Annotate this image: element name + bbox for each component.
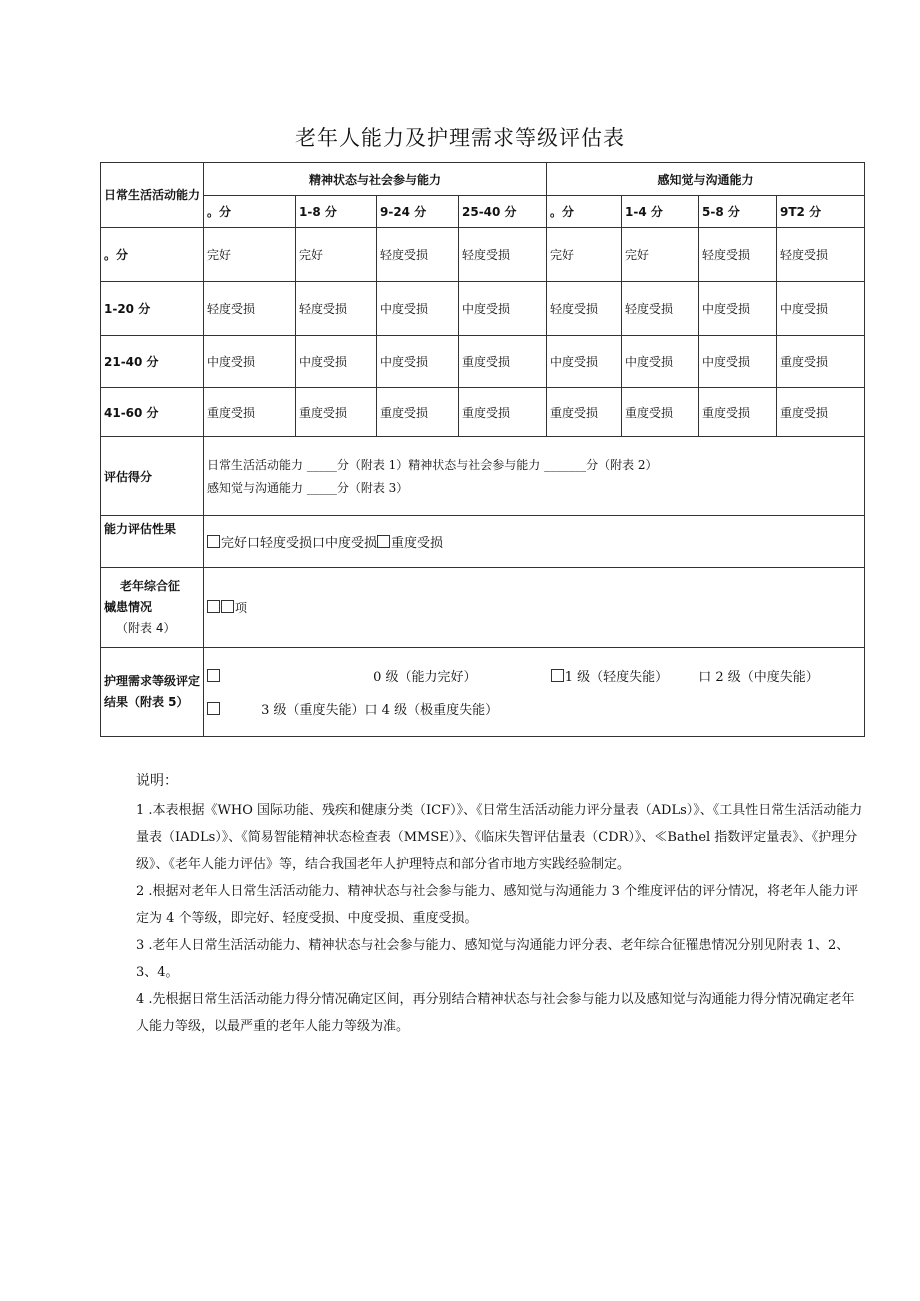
syndrome-row xyxy=(101,568,865,648)
table-cell: 重度受损 xyxy=(777,336,865,388)
table-cell: 重度受损 xyxy=(459,388,547,437)
table-cell: 轻度受损 xyxy=(459,228,547,282)
score-line-2: 感知觉与沟通能力 _____分（附表 3） xyxy=(207,481,409,495)
table-cell: 中度受损 xyxy=(547,336,622,388)
checkbox[interactable] xyxy=(207,702,220,715)
sensory-range: 5-8 分 xyxy=(699,196,777,228)
note-item: 2 .根据对老年人日常生活活动能力、精神状态与社会参与能力、感知觉与沟通能力 3 个维度评估的评分情况，将老年人能力评定为 4 个等级，即完好、轻度受损、中度受损、重度受损。 xyxy=(136,884,859,926)
table-cell: 重度受损 xyxy=(459,336,547,388)
note-item: 3 .老年人日常生活活动能力、精神状态与社会参与能力、感知觉与沟通能力评分表、老年综合征罹患情况分别见附表 1、2、3、4。 xyxy=(136,938,850,980)
table-cell: 轻度受损 xyxy=(622,282,699,336)
notes-section xyxy=(136,768,864,1040)
mental-range: 9-24 分 xyxy=(377,196,459,228)
table-cell: 轻度受损 xyxy=(377,228,459,282)
checkbox[interactable] xyxy=(207,669,220,682)
table-cell: 轻度受损 xyxy=(777,228,865,282)
checkbox[interactable] xyxy=(221,600,234,613)
table-cell: 重度受损 xyxy=(377,388,459,437)
row-label: 21-40 分 xyxy=(101,336,204,388)
table-cell: 重度受损 xyxy=(547,388,622,437)
checkbox[interactable] xyxy=(551,669,564,682)
table-cell: 轻度受损 xyxy=(204,282,296,336)
table-cell: 完好 xyxy=(547,228,622,282)
table-cell: 完好 xyxy=(622,228,699,282)
notes-heading: 说明： xyxy=(136,773,178,789)
table-cell: 中度受损 xyxy=(377,282,459,336)
table-cell: 中度受损 xyxy=(699,282,777,336)
sensory-range: 。分 xyxy=(547,196,622,228)
table-cell: 中度受损 xyxy=(296,336,377,388)
row-label: 41-60 分 xyxy=(101,388,204,437)
adl-header: 日常生活活动能力 xyxy=(101,163,204,228)
table-row xyxy=(101,388,865,437)
score-line-1: 日常生活活动能力 _____分（附表 1）精神状态与社会参与能力 _______分（附表 2） xyxy=(207,458,658,472)
table-cell: 重度受损 xyxy=(699,388,777,437)
table-row xyxy=(101,228,865,282)
table-cell: 中度受损 xyxy=(777,282,865,336)
care-options: 0 级（能力完好） 1 级（轻度失能） 口 2 级（中度失能） 3 级（重度失能）口 4 级（极重度失能） xyxy=(204,648,865,737)
row-label: 。分 xyxy=(101,228,204,282)
score-content xyxy=(204,437,865,516)
assessment-table xyxy=(100,162,865,737)
table-cell: 中度受损 xyxy=(699,336,777,388)
mental-range: 25-40 分 xyxy=(459,196,547,228)
sensory-group-header: 感知觉与沟通能力 xyxy=(547,163,865,196)
table-cell: 中度受损 xyxy=(622,336,699,388)
table-cell: 轻度受损 xyxy=(296,282,377,336)
score-row xyxy=(101,437,865,516)
result-options: 完好口轻度受损口中度受损 重度受损 xyxy=(204,516,865,568)
table-cell: 中度受损 xyxy=(204,336,296,388)
care-label: 护理需求等级评定结果（附表 5） xyxy=(101,648,204,737)
mental-range: 1-8 分 xyxy=(296,196,377,228)
care-row xyxy=(101,648,865,737)
page-title: 老年人能力及护理需求等级评估表 xyxy=(295,126,625,150)
checkbox[interactable] xyxy=(207,600,220,613)
checkbox[interactable] xyxy=(377,535,390,548)
table-cell: 重度受损 xyxy=(204,388,296,437)
table-cell: 完好 xyxy=(204,228,296,282)
table-row xyxy=(101,336,865,388)
note-item: 4 .先根据日常生活活动能力得分情况确定区间，再分别结合精神状态与社会参与能力以及感知觉与沟通能力得分情况确定老年人能力等级，以最严重的老年人能力等级为准。 xyxy=(136,992,855,1034)
table-cell: 轻度受损 xyxy=(699,228,777,282)
result-row xyxy=(101,516,865,568)
sensory-range: 1-4 分 xyxy=(622,196,699,228)
table-cell: 重度受损 xyxy=(622,388,699,437)
result-label: 能力评估性果 xyxy=(101,516,204,568)
sensory-range: 9T2 分 xyxy=(777,196,865,228)
note-item: 1 .本表根据《WHO 国际功能、残疾和健康分类（ICF）》、《日常生活活动能力评分量表（ADLs）》、《工具性日常生活活动能力量表（IADLs）》、《简易智能精神状态检查表（MMSE）》、《临床失智评估量表（CDR）》、≪Bathel 指数评定量表》、《护理分级》、《老年人能力评估》等，结合我国老年人护理特点和部分省市地方实践经验制定。 xyxy=(136,803,863,872)
syndrome-content: 项 xyxy=(204,568,865,648)
table-cell: 中度受损 xyxy=(459,282,547,336)
table-cell: 重度受损 xyxy=(296,388,377,437)
mental-range: 。分 xyxy=(204,196,296,228)
checkbox[interactable] xyxy=(207,535,220,548)
table-cell: 重度受损 xyxy=(777,388,865,437)
mental-group-header: 精神状态与社会参与能力 xyxy=(204,163,547,196)
table-row xyxy=(101,282,865,336)
table-cell: 完好 xyxy=(296,228,377,282)
row-label: 1-20 分 xyxy=(101,282,204,336)
table-cell: 轻度受损 xyxy=(547,282,622,336)
score-label: 评估得分 xyxy=(101,437,204,516)
syndrome-label: 老年综合征 槭患情况 （附表 4） xyxy=(101,568,204,648)
table-cell: 中度受损 xyxy=(377,336,459,388)
